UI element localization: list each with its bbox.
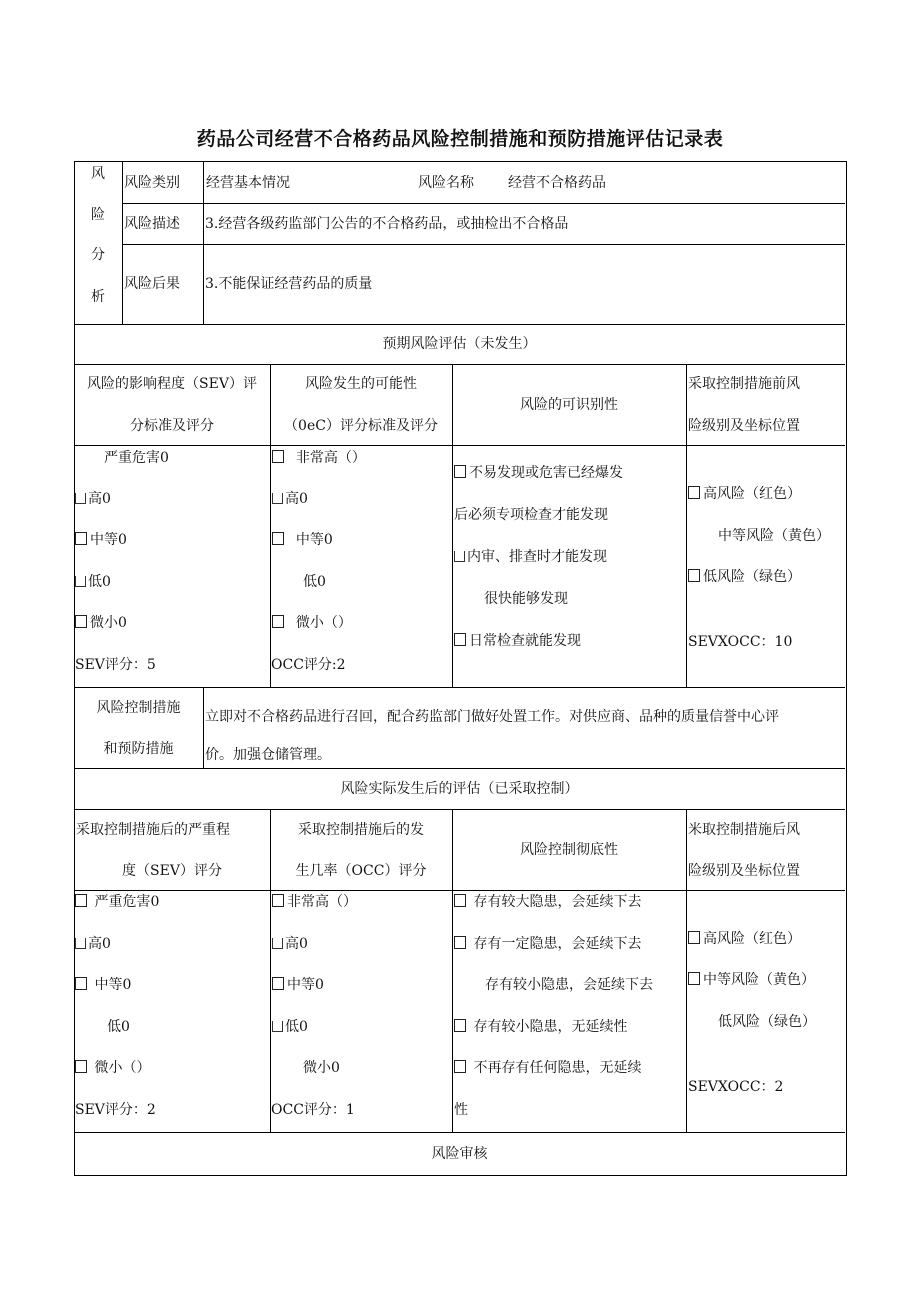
checkbox-icon[interactable] bbox=[454, 1019, 466, 1032]
option-label: 微小（） bbox=[272, 614, 352, 632]
expected-sev-header: 分标准及评分 bbox=[130, 418, 214, 434]
row-divider bbox=[74, 1132, 845, 1133]
option-label: 性 bbox=[454, 1102, 468, 1118]
col-divider bbox=[203, 161, 204, 324]
actual-sev-header: 采取控制措施后的严重程 bbox=[76, 822, 230, 838]
sev-score: SEV评分：2 bbox=[75, 1102, 156, 1118]
measures-text: 价。加强仓储管理。 bbox=[205, 747, 331, 763]
side-label-char: 分 bbox=[91, 247, 105, 263]
review-section-title: 风险审核 bbox=[431, 1146, 488, 1162]
option-label: 存有一定隐患，会延续下去 bbox=[454, 935, 641, 953]
checkbox-icon[interactable] bbox=[75, 894, 87, 907]
checkbox-icon[interactable] bbox=[75, 1060, 87, 1073]
option-label: 中等风险（黄色） bbox=[688, 971, 815, 989]
expected-occ-header: （0eC）评分标准及评分 bbox=[284, 418, 438, 434]
occ-score: OCC评分：1 bbox=[271, 1102, 355, 1118]
checkbox-icon[interactable] bbox=[75, 615, 87, 628]
checkbox-icon[interactable] bbox=[272, 532, 284, 545]
checkbox-icon[interactable] bbox=[688, 569, 700, 582]
row-divider bbox=[74, 324, 845, 325]
measures-text: 立即对不合格药品进行召回，配合药监部门做好处置工作。对供应商、品种的质量信誉中心评 bbox=[205, 709, 779, 725]
option-label: 严重危害0 bbox=[104, 450, 169, 466]
expected-occ-header: 风险发生的可能性 bbox=[305, 376, 417, 392]
measures-label: 和预防措施 bbox=[103, 741, 174, 757]
checkbox-icon[interactable] bbox=[688, 931, 700, 944]
actual-level-header: 米取控制措施后风 bbox=[688, 822, 800, 838]
checkbox-icon[interactable] bbox=[75, 493, 86, 504]
side-label-char: 险 bbox=[91, 207, 105, 223]
side-label-char: 风 bbox=[91, 166, 105, 182]
option-label: 低0 bbox=[303, 574, 326, 590]
row-divider bbox=[74, 809, 845, 810]
checkbox-icon[interactable] bbox=[688, 972, 700, 985]
option-label: 中等0 bbox=[272, 531, 333, 549]
option-label: 低0 bbox=[272, 1018, 308, 1036]
option-label: 高0 bbox=[272, 490, 308, 508]
actual-level-header: 险级别及坐标位置 bbox=[688, 863, 800, 879]
option-label: 很快能够发现 bbox=[484, 591, 568, 607]
actual-occ-header: 采取控制措施后的发 bbox=[298, 822, 424, 838]
option-label: 低0 bbox=[107, 1019, 130, 1035]
option-label: 微小（） bbox=[75, 1059, 150, 1077]
level-score: SEVXOCC：2 bbox=[688, 1079, 784, 1095]
option-label: 低风险（绿色） bbox=[688, 568, 801, 586]
category-label: 风险类别 bbox=[124, 175, 180, 191]
option-label: 存有较大隐患，会延续下去 bbox=[454, 893, 641, 911]
option-label: 微小0 bbox=[303, 1060, 340, 1076]
checkbox-icon[interactable] bbox=[75, 938, 86, 949]
col-divider bbox=[122, 161, 123, 324]
row-divider bbox=[74, 445, 845, 446]
expected-det-header: 风险的可识别性 bbox=[520, 397, 618, 413]
option-label: 高0 bbox=[75, 490, 111, 508]
checkbox-icon[interactable] bbox=[272, 493, 283, 504]
option-label: 不再存有任何隐患，无延续 bbox=[454, 1059, 641, 1077]
checkbox-icon[interactable] bbox=[272, 977, 284, 990]
consequence-value: 3.不能保证经营药品的质量 bbox=[205, 276, 373, 292]
row-divider bbox=[122, 244, 845, 245]
option-label: 高0 bbox=[75, 935, 111, 953]
checkbox-icon[interactable] bbox=[272, 938, 283, 949]
expected-level-header: 采取控制措施前风 bbox=[688, 376, 800, 392]
measures-label: 风险控制措施 bbox=[96, 700, 181, 716]
actual-occ-header: 生几率（OCC）评分 bbox=[295, 863, 427, 879]
checkbox-icon[interactable] bbox=[688, 486, 700, 499]
option-label: 高风险（红色） bbox=[688, 930, 801, 948]
col-divider bbox=[270, 809, 271, 1132]
option-label: 中等风险（黄色） bbox=[718, 528, 830, 544]
actual-thorough-header: 风险控制彻底性 bbox=[520, 842, 618, 858]
option-label: 存有较小隐患，无延续性 bbox=[454, 1018, 627, 1036]
risk-name-value: 经营不合格药品 bbox=[508, 175, 606, 191]
checkbox-icon[interactable] bbox=[454, 1060, 466, 1073]
col-divider bbox=[270, 364, 271, 687]
option-label: 低0 bbox=[75, 573, 111, 591]
risk-name-label: 风险名称 bbox=[418, 175, 474, 191]
expected-section-title: 预期风险评估（未发生） bbox=[382, 336, 537, 352]
option-label: 中等0 bbox=[272, 976, 324, 994]
actual-sev-header: 度（SEV）评分 bbox=[122, 863, 222, 879]
option-label: 不易发现或危害已经爆发 bbox=[454, 464, 623, 482]
option-label: 微小0 bbox=[75, 614, 127, 632]
option-label: 日常检查就能发现 bbox=[454, 632, 581, 650]
checkbox-icon[interactable] bbox=[75, 532, 87, 545]
col-divider bbox=[203, 687, 204, 768]
checkbox-icon[interactable] bbox=[272, 450, 284, 463]
description-value: 3.经营各级药监部门公告的不合格药品，或抽检出不合格品 bbox=[205, 216, 569, 232]
checkbox-icon[interactable] bbox=[454, 936, 466, 949]
checkbox-icon[interactable] bbox=[454, 633, 466, 646]
actual-section-title: 风险实际发生后的评估（已采取控制） bbox=[340, 781, 579, 797]
row-divider bbox=[74, 768, 845, 769]
option-label: 中等0 bbox=[75, 531, 127, 549]
checkbox-icon[interactable] bbox=[454, 551, 465, 562]
sev-score: SEV评分：5 bbox=[75, 657, 156, 673]
col-divider bbox=[686, 364, 687, 687]
row-divider bbox=[74, 687, 845, 688]
checkbox-icon[interactable] bbox=[272, 615, 284, 628]
option-label: 低风险（绿色） bbox=[718, 1014, 816, 1030]
checkbox-icon[interactable] bbox=[454, 465, 466, 478]
checkbox-icon[interactable] bbox=[454, 894, 466, 907]
expected-sev-header: 风险的影响程度（SEV）评 bbox=[87, 376, 257, 392]
occ-score: OCC评分:2 bbox=[271, 657, 346, 673]
page-title: 药品公司经营不合格药品风险控制措施和预防措施评估记录表 bbox=[196, 128, 724, 150]
checkbox-icon[interactable] bbox=[272, 894, 284, 907]
checkbox-icon[interactable] bbox=[272, 1021, 283, 1032]
option-label: 严重危害0 bbox=[75, 893, 159, 911]
option-label: 中等0 bbox=[75, 976, 131, 994]
option-label: 内审、排查时才能发现 bbox=[454, 548, 607, 566]
option-label: 后必须专项检查才能发现 bbox=[454, 507, 608, 523]
col-divider bbox=[686, 809, 687, 1132]
category-value: 经营基本情况 bbox=[206, 175, 290, 191]
row-divider bbox=[122, 203, 845, 204]
level-score: SEVXOCC：10 bbox=[688, 634, 793, 650]
option-label: 非常高（） bbox=[272, 449, 366, 467]
checkbox-icon[interactable] bbox=[75, 576, 86, 587]
side-label-char: 析 bbox=[91, 289, 105, 305]
option-label: 非常高（） bbox=[272, 893, 357, 911]
consequence-label: 风险后果 bbox=[124, 276, 180, 292]
option-label: 存有较小隐患，会延续下去 bbox=[485, 977, 653, 993]
checkbox-icon[interactable] bbox=[75, 977, 87, 990]
option-label: 高0 bbox=[272, 935, 308, 953]
row-divider bbox=[74, 364, 845, 365]
description-label: 风险描述 bbox=[124, 216, 180, 232]
expected-level-header: 险级别及坐标位置 bbox=[688, 418, 800, 434]
row-divider bbox=[74, 890, 845, 891]
option-label: 高风险（红色） bbox=[688, 485, 801, 503]
